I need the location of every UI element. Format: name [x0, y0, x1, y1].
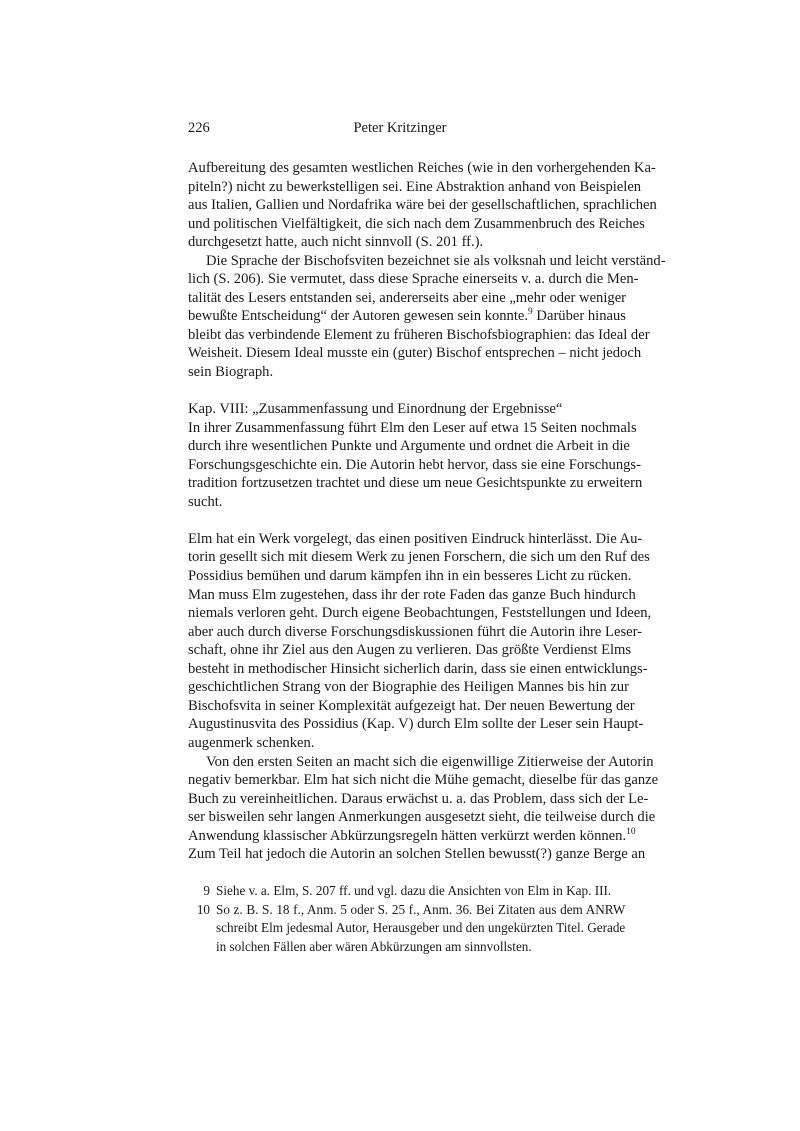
text-line: aber auch durch diverse Forschungsdiskussionen führt die Autorin ihre Leser-	[188, 623, 643, 640]
text-line: Zum Teil hat jedoch die Autorin an solchen Stellen bewusst(?) ganze Berge an	[188, 846, 646, 863]
text-line: Man muss Elm zugestehen, dass ihr der rote Faden das ganze Buch hindurch	[188, 586, 636, 603]
text-line: bleibt das verbindende Element zu früheren Bischofsbiographien: das Ideal der	[188, 326, 650, 343]
text-line: torin gesellt sich mit diesem Werk zu jenen Forschern, die sich um den Ruf des	[188, 549, 650, 566]
paragraph	[188, 530, 652, 753]
text-line: Weisheit. Diesem Ideal musste ein (guter) Bischof entsprechen – nicht jedoch	[188, 345, 642, 362]
page-number: 226	[188, 120, 210, 136]
footnote-number: 9	[203, 883, 210, 899]
text-line: sein Biograph.	[188, 364, 274, 381]
footnote-text	[216, 882, 612, 901]
text-line: Von den ersten Seiten an macht sich die eigenwillige Zitierweise der Autorin	[206, 753, 654, 770]
footnote-number: 10	[196, 901, 210, 917]
text-line: talität des Lesers entstanden sei, andererseits aber eine „mehr oder weniger	[188, 289, 627, 306]
page-header	[188, 119, 612, 138]
text-line: niemals verloren geht. Durch eigene Beobachtungen, Feststellungen und Ideen,	[188, 605, 652, 622]
paragraph	[188, 753, 659, 864]
text-line: aus Italien, Gallien und Nordafrika wäre bei der gesellschaftlichen, sprachlichen	[188, 197, 657, 214]
body-text	[188, 159, 666, 957]
footnote	[188, 882, 612, 901]
paragraph	[188, 159, 657, 252]
text-line: durch ihre wesentlichen Punkte und Argumente und ordnet die Arbeit in die	[188, 438, 630, 455]
text-line: Elm hat ein Werk vorgelegt, das einen positiven Eindruck hinterlässt. Die Au-	[188, 530, 643, 547]
paragraph	[188, 400, 643, 511]
text-line: Aufbereitung des gesamten westlichen Reiches (wie in den vorhergehenden Ka-	[188, 160, 656, 176]
text-line: Forschungsgeschichte ein. Die Autorin hebt hervor, dass sie eine Forschungs-	[188, 456, 641, 473]
text-line: negativ bemerkbar. Elm hat sich nicht die Mühe gemacht, dieselbe für das ganze	[188, 772, 659, 789]
text-line: besteht in methodischer Hinsicht sicherlich darin, dass sie einen entwicklungs-	[188, 660, 648, 677]
footnote-mark[interactable]: 10	[626, 826, 636, 837]
text-line: tradition fortzusetzen trachtet und diese um neue Gesichtspunkte zu erweitern	[188, 475, 643, 492]
footnote-line: Siehe v. a. Elm, S. 207 ff. und vgl. dazu die Ansichten von Elm in Kap. III.	[216, 883, 612, 899]
text-line: Anwendung klassischer Abkürzungsregeln hätten verkürzt werden können.$^{10}$	[188, 826, 636, 844]
text-line: und politischen Vielfältigkeit, die sich nach dem Zusammenbruch des Reiches	[188, 215, 645, 232]
footnote-line: So z. B. S. 18 f., Anm. 5 oder S. 25 f., Anm. 36. Bei Zitaten aus dem ANRW	[216, 901, 626, 917]
text-line: durchgesetzt hatte, auch nicht sinnvoll (S. 201 ff.).	[188, 234, 484, 251]
text-line: augenmerk schenken.	[188, 734, 315, 751]
text-line: sucht.	[188, 493, 223, 510]
text-line: ser bisweilen sehr langen Anmerkungen ausgesetzt sieht, die teilweise durch die	[188, 809, 656, 826]
footnote-mark[interactable]: 9	[528, 307, 533, 318]
paragraph	[188, 252, 666, 382]
text-line: piteln?) nicht zu bewerkstelligen sei. Eine Abstraktion anhand von Beispielen	[188, 178, 642, 195]
footnote-text	[216, 901, 625, 957]
footnotes	[188, 882, 626, 956]
footnote-line: schreibt Elm jedesmal Autor, Herausgeber und den ungekürzten Titel. Gerade	[216, 920, 626, 936]
paragraph-gap	[188, 511, 612, 530]
text-line: schaft, ohne ihr Ziel aus den Augen zu verlieren. Das größte Verdienst Elms	[188, 642, 632, 659]
footnote-line: in solchen Fällen aber wären Abkürzungen am sinnvollsten.	[216, 938, 532, 954]
text-line: Die Sprache der Bischofsviten bezeichnet sie als volksnah und leicht verständ-	[206, 252, 666, 269]
text-line: In ihrer Zusammenfassung führt Elm den Leser auf etwa 15 Seiten nochmals	[188, 419, 637, 436]
running-head: Peter Kritzinger	[353, 120, 447, 136]
text-line: bewußte Entscheidung“ der Autoren gewesen sein konnte.$^9$ Darüber hinaus	[188, 307, 626, 325]
footnote	[188, 901, 626, 957]
text-line: Bischofsvita in seiner Komplexität aufgezeigt hat. Der neuen Bewertung der	[188, 697, 635, 714]
text-line: geschichtlichen Strang von der Biographie des Heiligen Mannes bis hin zur	[188, 679, 629, 696]
text-line: Buch zu vereinheitlichen. Daraus erwächst u. a. das Problem, dass sich der Le-	[188, 790, 649, 807]
text-line: Possidius bemühen und darum kämpfen ihn in ein besseres Licht zu rücken.	[188, 568, 632, 585]
text-line: Kap. VIII: „Zusammenfassung und Einordnung der Ergebnisse“	[188, 401, 563, 418]
text-line: lich (S. 206). Sie vermutet, dass diese Sprache einerseits v. a. durch die Men-	[188, 271, 639, 288]
text-line: Augustinusvita des Possidius (Kap. V) durch Elm sollte der Leser sein Haupt-	[188, 716, 644, 733]
paragraph-gap	[188, 382, 612, 401]
